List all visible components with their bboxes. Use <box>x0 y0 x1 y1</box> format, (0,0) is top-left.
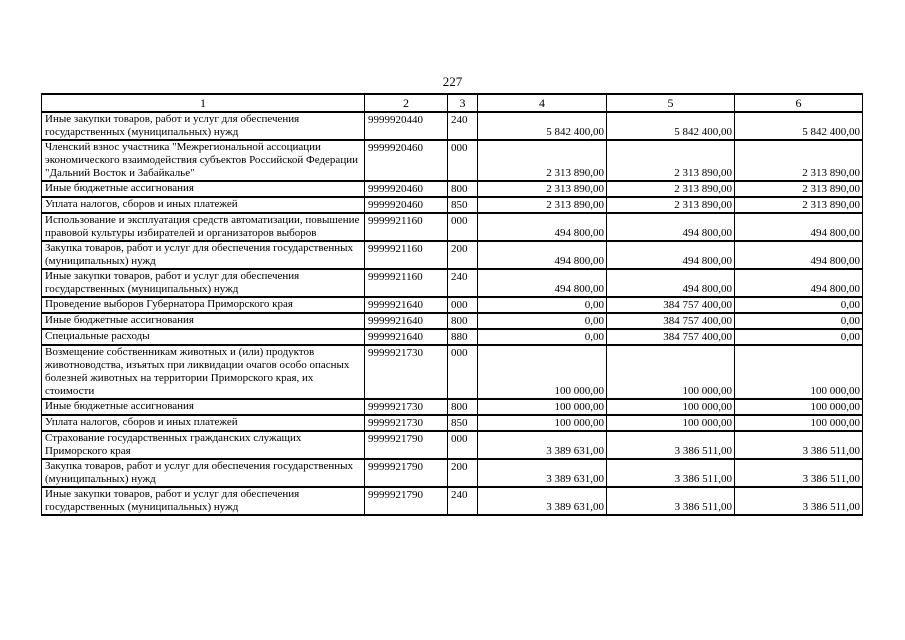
row-code-cell: 9999921640 <box>365 313 448 329</box>
row-type-cell: 880 <box>448 329 478 345</box>
row-value-col4-cell: 494 800,00 <box>478 241 607 269</box>
row-code-cell: 9999921730 <box>365 415 448 431</box>
table-row <box>42 241 863 269</box>
row-code-cell: 9999920460 <box>365 197 448 213</box>
table-row <box>42 112 863 140</box>
table-row <box>42 269 863 297</box>
row-value-col4-cell: 0,00 <box>478 329 607 345</box>
row-value-col6-cell: 0,00 <box>735 313 863 329</box>
row-value-col4-cell: 5 842 400,00 <box>478 112 607 140</box>
row-name-cell: Закупка товаров, работ и услуг для обеспечения государственных (муниципальных) нужд <box>42 241 365 269</box>
header-row <box>42 94 863 112</box>
row-type-cell: 200 <box>448 241 478 269</box>
row-type-cell: 800 <box>448 313 478 329</box>
row-code-cell: 9999921640 <box>365 329 448 345</box>
row-name-cell: Уплата налогов, сборов и иных платежей <box>42 415 365 431</box>
row-name-cell: Иные закупки товаров, работ и услуг для обеспечения государственных (муниципальных) нужд <box>42 487 365 515</box>
row-value-col6-cell: 0,00 <box>735 297 863 313</box>
row-value-col4-cell: 100 000,00 <box>478 345 607 399</box>
row-value-col6-cell: 0,00 <box>735 329 863 345</box>
column-header-3: 3 <box>448 94 478 112</box>
row-code-cell: 9999920460 <box>365 181 448 197</box>
row-value-col5-cell: 100 000,00 <box>607 399 735 415</box>
table-row <box>42 431 863 459</box>
row-value-col5-cell: 384 757 400,00 <box>607 297 735 313</box>
row-value-col4-cell: 2 313 890,00 <box>478 197 607 213</box>
row-value-col6-cell: 3 386 511,00 <box>735 431 863 459</box>
row-value-col6-cell: 3 386 511,00 <box>735 459 863 487</box>
row-type-cell: 000 <box>448 213 478 241</box>
table-row <box>42 181 863 197</box>
row-code-cell: 9999921730 <box>365 399 448 415</box>
row-value-col4-cell: 2 313 890,00 <box>478 181 607 197</box>
row-value-col6-cell: 3 386 511,00 <box>735 487 863 515</box>
row-type-cell: 000 <box>448 345 478 399</box>
row-value-col4-cell: 100 000,00 <box>478 415 607 431</box>
row-value-col6-cell: 494 800,00 <box>735 241 863 269</box>
row-value-col6-cell: 100 000,00 <box>735 399 863 415</box>
row-value-col5-cell: 3 386 511,00 <box>607 431 735 459</box>
column-header-1: 1 <box>42 94 365 112</box>
row-code-cell: 9999921160 <box>365 241 448 269</box>
row-value-col4-cell: 3 389 631,00 <box>478 487 607 515</box>
table-row <box>42 313 863 329</box>
row-name-cell: Иные закупки товаров, работ и услуг для обеспечения государственных (муниципальных) нужд <box>42 112 365 140</box>
table-row <box>42 140 863 181</box>
row-code-cell: 9999921160 <box>365 269 448 297</box>
row-value-col5-cell: 384 757 400,00 <box>607 313 735 329</box>
row-value-col5-cell: 494 800,00 <box>607 213 735 241</box>
row-value-col5-cell: 2 313 890,00 <box>607 140 735 181</box>
row-value-col5-cell: 3 386 511,00 <box>607 487 735 515</box>
row-type-cell: 850 <box>448 415 478 431</box>
column-header-4: 4 <box>478 94 607 112</box>
row-value-col5-cell: 100 000,00 <box>607 345 735 399</box>
row-type-cell: 240 <box>448 112 478 140</box>
table-row <box>42 197 863 213</box>
row-type-cell: 240 <box>448 269 478 297</box>
row-name-cell: Иные закупки товаров, работ и услуг для обеспечения государственных (муниципальных) нужд <box>42 269 365 297</box>
row-value-col5-cell: 5 842 400,00 <box>607 112 735 140</box>
row-name-cell: Уплата налогов, сборов и иных платежей <box>42 197 365 213</box>
row-code-cell: 9999920460 <box>365 140 448 181</box>
row-name-cell: Иные бюджетные ассигнования <box>42 181 365 197</box>
row-code-cell: 9999921160 <box>365 213 448 241</box>
row-value-col6-cell: 494 800,00 <box>735 213 863 241</box>
row-value-col6-cell: 494 800,00 <box>735 269 863 297</box>
row-code-cell: 9999921790 <box>365 459 448 487</box>
row-value-col6-cell: 2 313 890,00 <box>735 181 863 197</box>
row-type-cell: 200 <box>448 459 478 487</box>
table-row <box>42 213 863 241</box>
table-row <box>42 329 863 345</box>
table-row <box>42 487 863 515</box>
row-name-cell: Возмещение собственникам животных и (или) продуктов животноводства, изъятых при ликвидации очагов особо опасных болезней животных на территории Приморского края, их стоимости <box>42 345 365 399</box>
row-name-cell: Членский взнос участника "Межрегиональной ассоциации экономического взаимодействия субъектов Российской Федерации "Дальний Восток и Забайкалье" <box>42 140 365 181</box>
column-header-6: 6 <box>735 94 863 112</box>
row-value-col4-cell: 494 800,00 <box>478 269 607 297</box>
row-name-cell: Специальные расходы <box>42 329 365 345</box>
row-value-col5-cell: 2 313 890,00 <box>607 181 735 197</box>
row-value-col4-cell: 0,00 <box>478 313 607 329</box>
column-header-2: 2 <box>365 94 448 112</box>
table-row <box>42 297 863 313</box>
row-name-cell: Проведение выборов Губернатора Приморского края <box>42 297 365 313</box>
table-row <box>42 345 863 399</box>
row-code-cell: 9999920440 <box>365 112 448 140</box>
column-header-5: 5 <box>607 94 735 112</box>
row-value-col6-cell: 2 313 890,00 <box>735 140 863 181</box>
row-code-cell: 9999921730 <box>365 345 448 399</box>
row-type-cell: 000 <box>448 431 478 459</box>
row-value-col6-cell: 5 842 400,00 <box>735 112 863 140</box>
row-name-cell: Закупка товаров, работ и услуг для обеспечения государственных (муниципальных) нужд <box>42 459 365 487</box>
row-name-cell: Иные бюджетные ассигнования <box>42 399 365 415</box>
row-value-col6-cell: 2 313 890,00 <box>735 197 863 213</box>
row-code-cell: 9999921790 <box>365 487 448 515</box>
budget-table <box>41 93 863 516</box>
row-value-col4-cell: 3 389 631,00 <box>478 459 607 487</box>
row-value-col5-cell: 3 386 511,00 <box>607 459 735 487</box>
row-name-cell: Иные бюджетные ассигнования <box>42 313 365 329</box>
row-value-col5-cell: 2 313 890,00 <box>607 197 735 213</box>
row-name-cell: Страхование государственных гражданских служащих Приморского края <box>42 431 365 459</box>
row-type-cell: 000 <box>448 140 478 181</box>
row-value-col5-cell: 494 800,00 <box>607 241 735 269</box>
row-type-cell: 800 <box>448 181 478 197</box>
row-value-col5-cell: 384 757 400,00 <box>607 329 735 345</box>
table-row <box>42 399 863 415</box>
row-value-col4-cell: 2 313 890,00 <box>478 140 607 181</box>
row-value-col5-cell: 494 800,00 <box>607 269 735 297</box>
row-code-cell: 9999921790 <box>365 431 448 459</box>
row-value-col6-cell: 100 000,00 <box>735 415 863 431</box>
table-row <box>42 415 863 431</box>
page-number: 227 <box>442 74 463 89</box>
row-type-cell: 850 <box>448 197 478 213</box>
table-row <box>42 459 863 487</box>
row-value-col4-cell: 0,00 <box>478 297 607 313</box>
row-name-cell: Использование и эксплуатация средств автоматизации, повышение правовой культуры избирателей и организаторов выборов <box>42 213 365 241</box>
row-value-col4-cell: 100 000,00 <box>478 399 607 415</box>
row-type-cell: 240 <box>448 487 478 515</box>
row-type-cell: 000 <box>448 297 478 313</box>
row-value-col4-cell: 494 800,00 <box>478 213 607 241</box>
row-code-cell: 9999921640 <box>365 297 448 313</box>
row-value-col4-cell: 3 389 631,00 <box>478 431 607 459</box>
row-type-cell: 800 <box>448 399 478 415</box>
row-value-col6-cell: 100 000,00 <box>735 345 863 399</box>
row-value-col5-cell: 100 000,00 <box>607 415 735 431</box>
